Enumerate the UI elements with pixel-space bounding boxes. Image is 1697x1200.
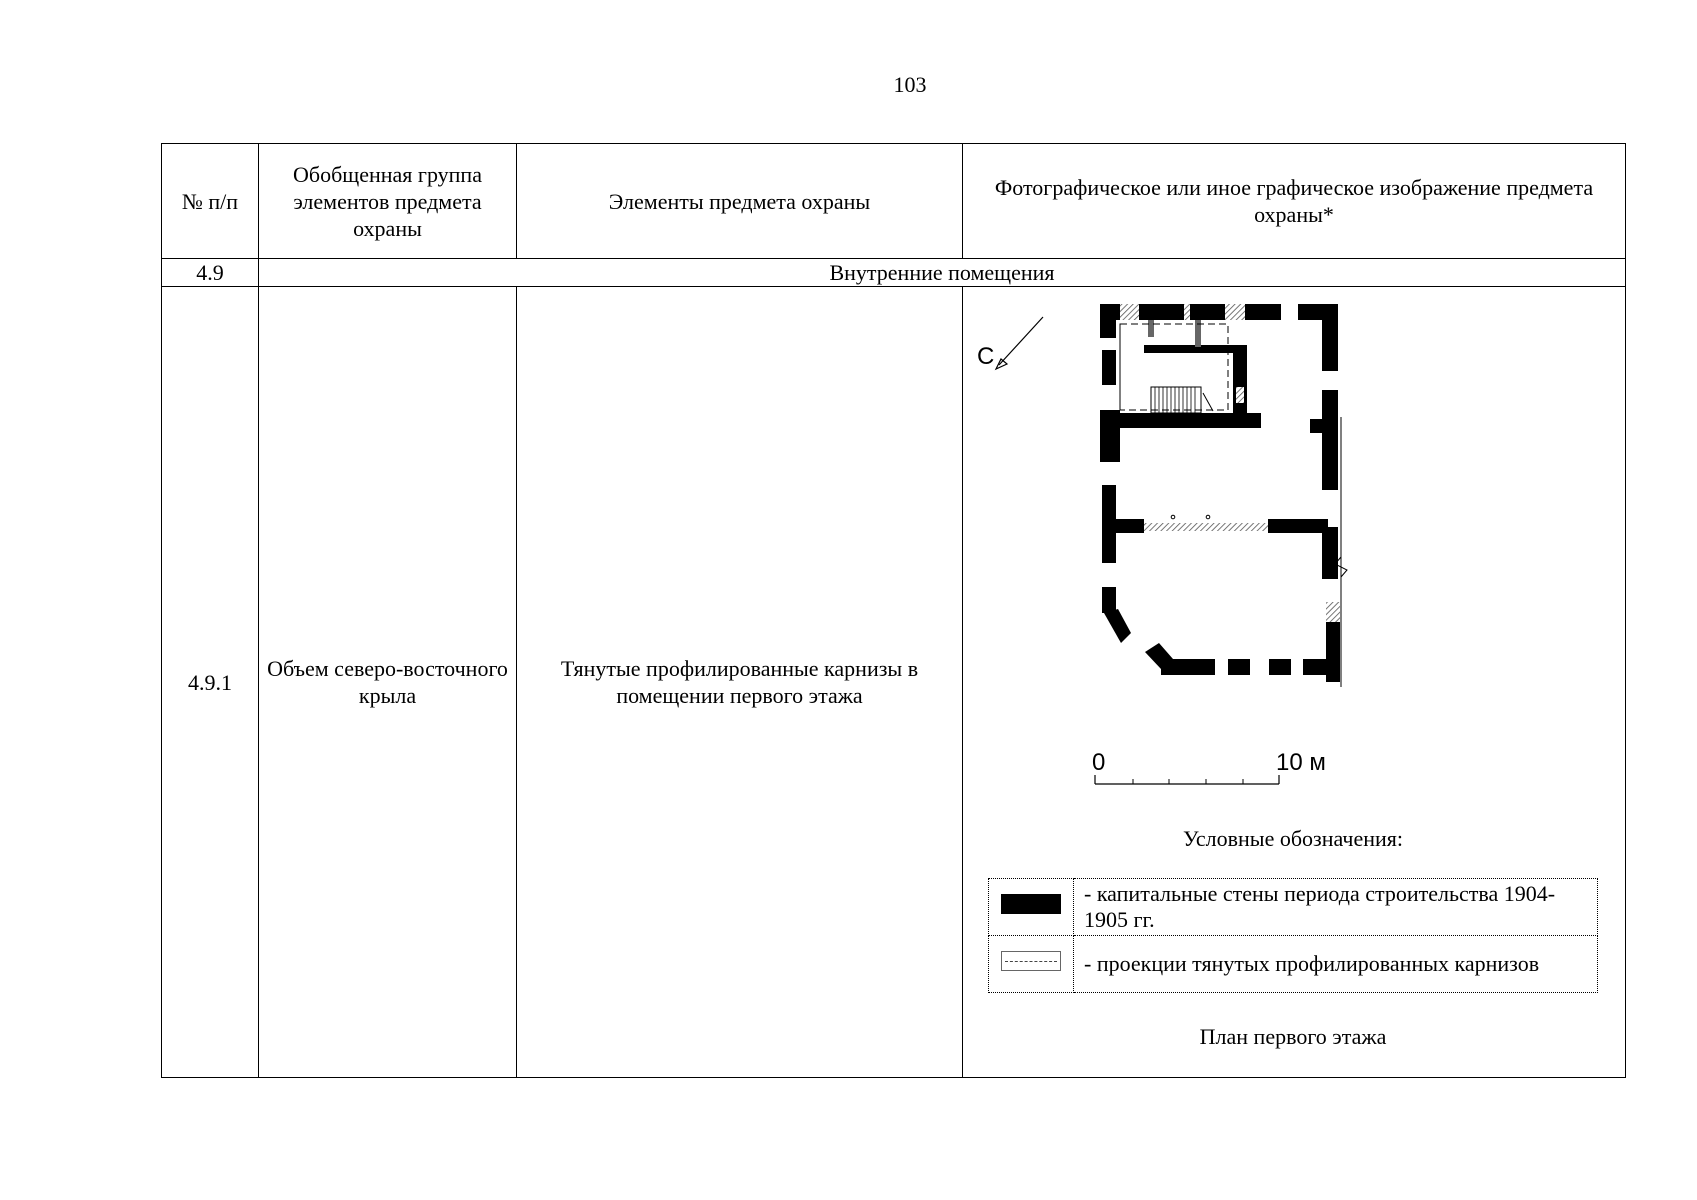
section-num: 4.9 bbox=[162, 259, 259, 287]
legend-row bbox=[989, 936, 1598, 993]
staircase bbox=[1151, 387, 1213, 413]
header-image: Фотографическое или иное графическое изображение предмета охраны* bbox=[963, 144, 1626, 259]
legend-text: - проекции тянутых профилированных карнизов bbox=[1074, 936, 1598, 993]
legend-title: Условные обозначения: bbox=[1182, 826, 1404, 851]
section-row bbox=[162, 259, 1626, 287]
header-elements: Элементы предмета охраны bbox=[517, 144, 963, 259]
header-group: Обобщенная группа элементов предмета охраны bbox=[259, 144, 517, 259]
header-row bbox=[162, 144, 1626, 259]
scale-bar bbox=[1095, 775, 1279, 784]
legend-symbol-cell bbox=[989, 936, 1074, 993]
row-group: Объем северо-восточного крыла bbox=[259, 287, 517, 1078]
scale-start-label: 0 bbox=[1092, 749, 1106, 776]
row-image bbox=[963, 287, 1626, 1078]
scale-end-label: 10 м bbox=[1276, 749, 1326, 776]
figure-area bbox=[963, 287, 1623, 1077]
cornice-projection-outline bbox=[1120, 324, 1228, 410]
protection-table bbox=[161, 143, 1626, 1078]
dashed-projection-swatch bbox=[1001, 951, 1061, 971]
legend-row bbox=[989, 879, 1598, 936]
north-arrow-icon bbox=[996, 317, 1043, 369]
table-row bbox=[162, 287, 1626, 1078]
legend-symbol-cell bbox=[989, 879, 1074, 936]
page-number: 103 bbox=[893, 72, 927, 97]
compass-label: С bbox=[977, 343, 995, 370]
legend-table bbox=[988, 878, 1598, 993]
row-elements: Тянутые профилированные карнизы в помещении первого этажа bbox=[517, 287, 963, 1078]
row-num: 4.9.1 bbox=[162, 287, 259, 1078]
legend-text: - капитальные стены периода строительства 1904-1905 гг. bbox=[1074, 879, 1598, 936]
header-num: № п/п bbox=[162, 144, 259, 259]
solid-wall-swatch bbox=[1001, 894, 1061, 914]
plan-caption: План первого этажа bbox=[1199, 1024, 1387, 1049]
section-title: Внутренние помещения bbox=[259, 259, 1626, 287]
